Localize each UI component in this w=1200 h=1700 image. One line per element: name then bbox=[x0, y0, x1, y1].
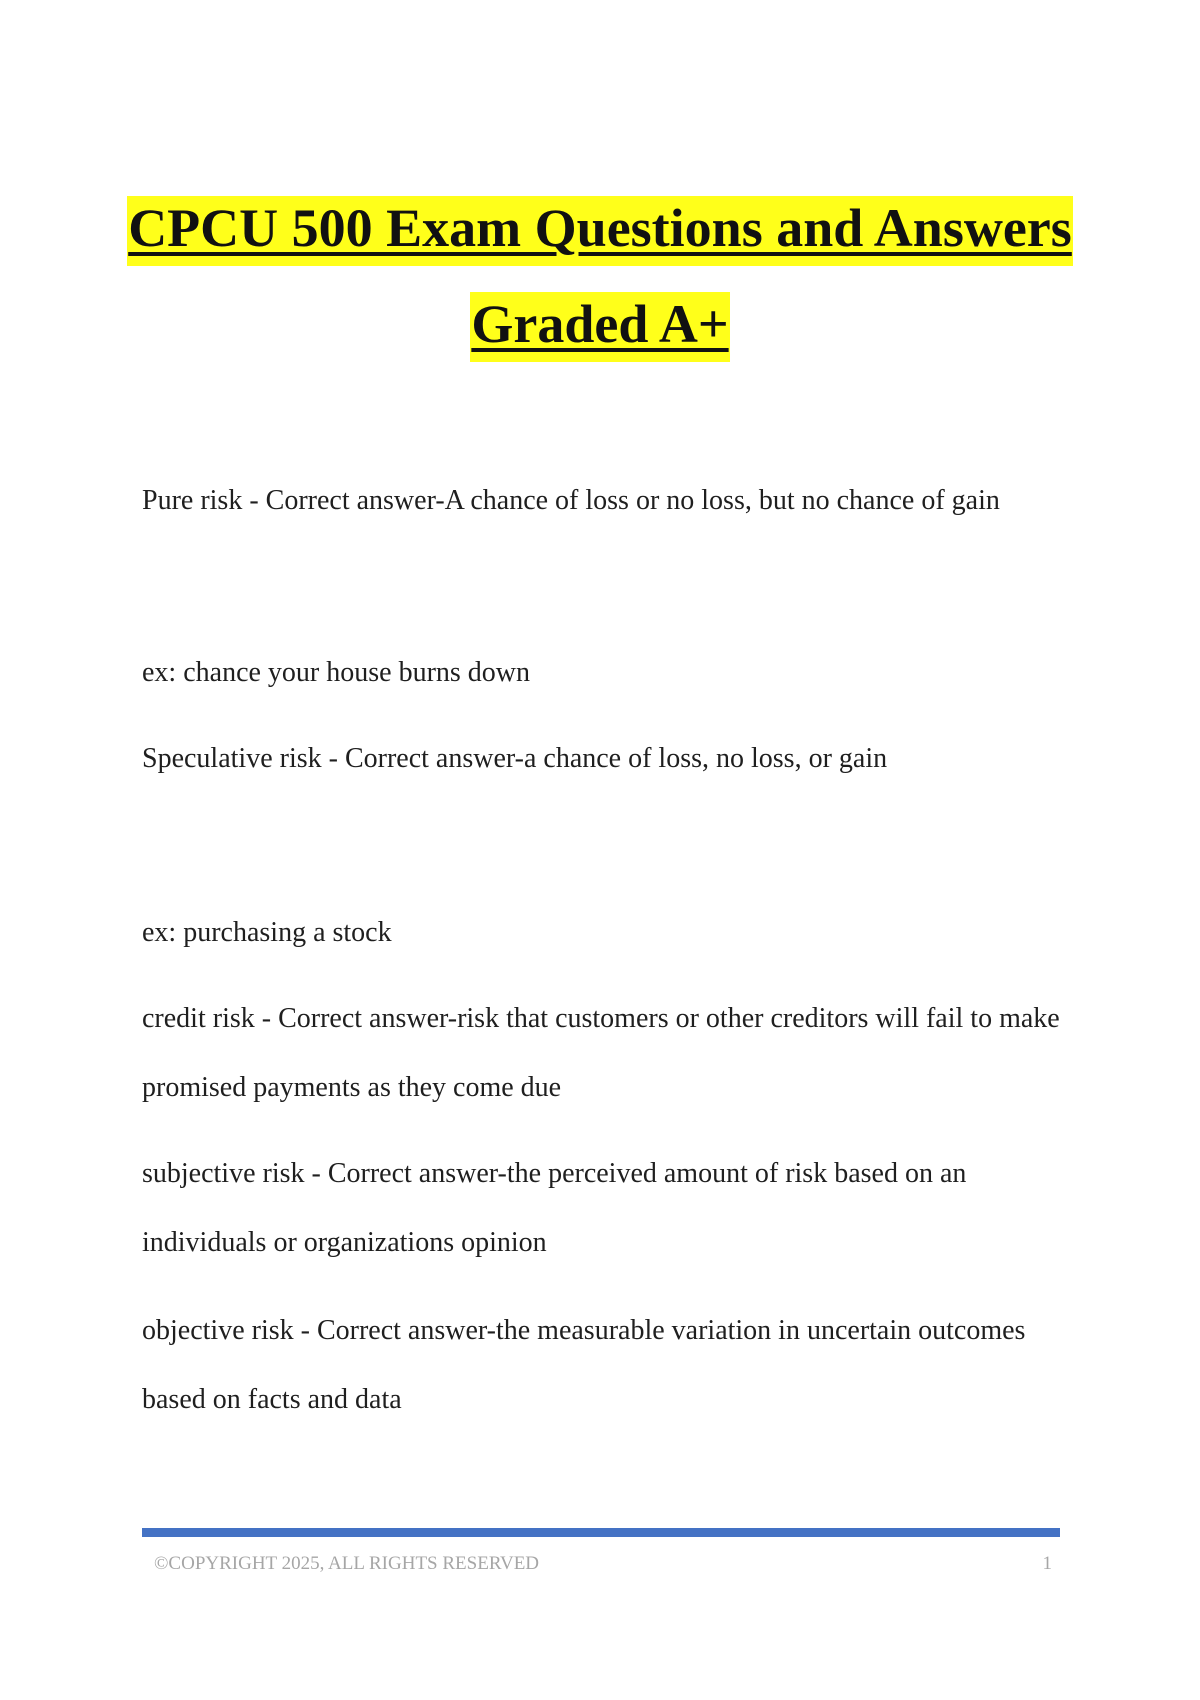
qa-subjective-risk: subjective risk - Correct answer-the perceived amount of risk based on an bbox=[142, 1158, 967, 1189]
qa-credit-risk: credit risk - Correct answer-risk that customers or other creditors will fail to make bbox=[142, 1003, 1060, 1034]
footer-divider bbox=[142, 1528, 1060, 1537]
page-number: 1 bbox=[1042, 1553, 1052, 1574]
qa-subjective-risk-continued: individuals or organizations opinion bbox=[142, 1227, 547, 1258]
footer-copyright: ©COPYRIGHT 2025, ALL RIGHTS RESERVED bbox=[154, 1553, 540, 1574]
qa-speculative-risk-example: ex: purchasing a stock bbox=[142, 917, 392, 948]
document-title-line-1 bbox=[0, 198, 1200, 258]
document-title-text-1: CPCU 500 Exam Questions and Answers bbox=[127, 196, 1073, 266]
document-title-line-2 bbox=[0, 294, 1200, 354]
qa-pure-risk-example: ex: chance your house burns down bbox=[142, 657, 531, 688]
qa-objective-risk: objective risk - Correct answer-the measurable variation in uncertain outcomes bbox=[142, 1315, 1026, 1346]
qa-objective-risk-continued: based on facts and data bbox=[142, 1384, 402, 1415]
qa-speculative-risk: Speculative risk - Correct answer-a chance of loss, no loss, or gain bbox=[142, 743, 888, 774]
document-title-text-2: Graded A+ bbox=[470, 292, 729, 362]
qa-pure-risk: Pure risk - Correct answer-A chance of loss or no loss, but no chance of gain bbox=[142, 485, 1000, 516]
qa-credit-risk-continued: promised payments as they come due bbox=[142, 1072, 562, 1103]
